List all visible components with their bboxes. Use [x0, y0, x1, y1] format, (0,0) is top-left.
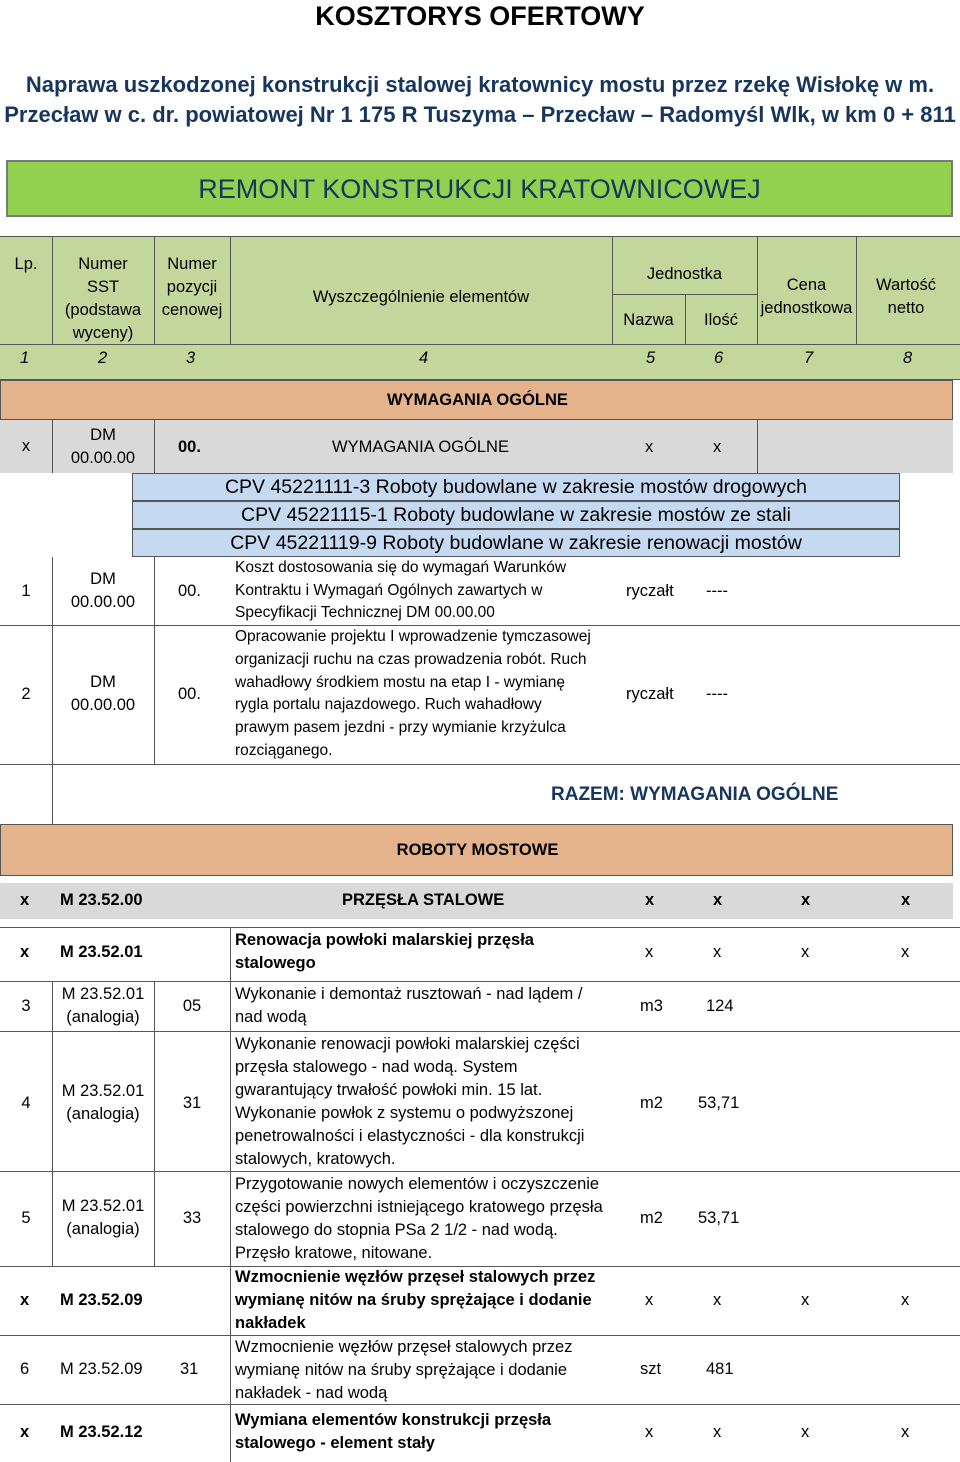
item-unit: ryczałt [626, 582, 674, 600]
group-qty: x [713, 438, 722, 456]
group-lp: x [21, 437, 31, 455]
item-sst-line: DM [90, 570, 116, 588]
item-sst-line: 00.00.00 [70, 696, 136, 714]
header-wartosc [856, 274, 956, 320]
row-qty: 124 [706, 997, 734, 1015]
group-position: 00. [178, 438, 201, 456]
item-qty: ---- [706, 685, 728, 703]
section-band: REMONT KONSTRUKCJI KRATOWNICOWEJ [6, 160, 953, 217]
row-qty: x [713, 1291, 722, 1309]
row-code-line: M 23.52.01 [61, 1197, 145, 1215]
row-qty: 53,71 [698, 1094, 740, 1112]
razem-row [0, 764, 960, 824]
row-code [52, 1080, 154, 1126]
column-number: 1 [20, 349, 30, 367]
row-description-line: stalowych, kratowych. [235, 1150, 396, 1168]
row-description-line: wymianę nitów na śruby sprężające i dodanie [235, 1361, 568, 1379]
header-wyszczegolnienie: Wyszczególnienie elementów [312, 288, 530, 306]
row-description [235, 1336, 572, 1405]
row-description-line: nakładek - nad wodą [235, 1384, 388, 1402]
row-description [235, 929, 534, 975]
item-description-line: rozciąganego. [235, 741, 333, 759]
row-code-line: (analogia) [66, 1220, 140, 1238]
row-description [235, 983, 582, 1029]
header-wartosc-line: netto [887, 299, 925, 317]
row-description-line: gwarantujący trwałość powłoki min. 15 lat. [235, 1081, 543, 1099]
column-number: 2 [98, 349, 108, 367]
row-qty: x [713, 1423, 722, 1441]
row-description-line: nad wodą [235, 1008, 307, 1026]
row-lp: x [20, 943, 30, 961]
header-sst-line: SST [86, 278, 120, 296]
group-sst-line: 00.00.00 [70, 449, 136, 467]
group-name: PRZĘSŁA STALOWE [342, 891, 505, 909]
row-code-line: (analogia) [66, 1105, 140, 1123]
row-code-line: (analogia) [66, 1008, 140, 1026]
row-description-line: stalowego [235, 954, 316, 972]
row-unit: szt [640, 1360, 662, 1378]
item-lp: 1 [21, 582, 31, 600]
row-code-line: M 23.52.01 [61, 985, 145, 1003]
row-description-line: stalowego do stopnia PSa 2 1/2 - nad wodą. [235, 1221, 558, 1239]
group-lp: x [20, 891, 30, 909]
document-title: KOSZTORYS OFERTOWY [315, 1, 645, 31]
item-description-line: Koszt dostosowania się do wymagań Warunków [235, 559, 567, 576]
group-x: x [901, 891, 911, 909]
row-price: x [801, 943, 810, 961]
row-code: M 23.52.12 [60, 1423, 143, 1441]
column-number: 4 [419, 349, 429, 367]
row-description-line: Renowacja powłoki malarskiej przęsła [235, 931, 534, 949]
group-x: x [645, 891, 655, 909]
row-lp: x [20, 1291, 30, 1309]
header-jednostka: Jednostka [646, 265, 723, 283]
column-number: 3 [186, 349, 196, 367]
project-description-line1: Naprawa uszkodzonej konstrukcji stalowej kratownicy mostu przez rzekę Wisłokę w m. [25, 72, 935, 97]
row-description [235, 1033, 584, 1171]
row-description [235, 1409, 551, 1455]
item-description-line: prawym pasem jezdni - przy wymianie krzyżulca [235, 719, 566, 737]
row-value: x [901, 943, 910, 961]
row-position: 05 [182, 997, 202, 1015]
group-name: WYMAGANIA OGÓLNE [332, 438, 509, 456]
header-pozycji-line: pozycji [166, 278, 218, 296]
row-description-line: Wykonanie powłok z systemu o podwyższonej [235, 1104, 574, 1122]
row-unit: x [645, 1291, 654, 1309]
row-unit: m2 [640, 1094, 663, 1112]
section1-items [0, 557, 960, 764]
row-description-line: wymianę nitów na śruby sprężające i dodanie [235, 1291, 592, 1309]
header-sst-line: (podstawa [64, 301, 142, 319]
section2-rows [0, 927, 960, 1462]
header-pozycji-line: cenowej [161, 301, 223, 319]
item-position: 00. [178, 582, 201, 600]
header-pozycji-line: Numer [167, 255, 217, 273]
section-title: ROBOTY MOSTOWE [396, 841, 559, 859]
row-lp: 4 [21, 1094, 31, 1112]
row-code: M 23.52.09 [60, 1291, 143, 1309]
row-description-line: części powierzchni istniejącego kratowego przęsła [235, 1198, 603, 1216]
group-x: x [801, 891, 811, 909]
column-number: 7 [804, 349, 814, 367]
item-description-line: wahadłowy środkiem mostu na etap I - wymianę [235, 673, 565, 691]
row-lp: 6 [20, 1360, 30, 1378]
row-qty: 481 [706, 1360, 734, 1378]
cpv-line: CPV 45221115-1 Roboty budowlane w zakresie mostów ze stali [132, 501, 900, 529]
item-description [235, 626, 591, 763]
header-lp: Lp. [14, 255, 38, 273]
item-qty: ---- [706, 582, 728, 600]
cpv-line: CPV 45221111-3 Roboty budowlane w zakresie mostów drogowych [132, 473, 900, 501]
group-row [0, 420, 953, 473]
section-header-wymagania [0, 380, 953, 420]
row-code: M 23.52.09 [60, 1360, 143, 1378]
header-wartosc-line: Wartość [876, 276, 936, 294]
row-lp: 3 [21, 997, 31, 1015]
row-description [235, 1173, 603, 1265]
razem-label: RAZEM: WYMAGANIA OGÓLNE [551, 784, 839, 805]
row-position: 31 [182, 1094, 202, 1112]
row-description-line: nakładek [235, 1314, 306, 1332]
group-x: x [713, 891, 723, 909]
item-lp: 2 [21, 685, 31, 703]
item-sst [52, 568, 154, 614]
header-nazwa: Nazwa [623, 311, 674, 329]
item-description-line: organizacji ruchu na czas prowadzenia robót. Ruch [235, 650, 587, 668]
section-title: WYMAGANIA OGÓLNE [387, 391, 568, 409]
project-description [0, 70, 960, 130]
item-sst-line: DM [90, 673, 116, 691]
row-unit: m3 [640, 997, 663, 1015]
column-number: 5 [646, 349, 656, 367]
row-description-line: Wzmocnienie węzłów przęseł stalowych przez [235, 1338, 573, 1356]
row-value: x [901, 1291, 910, 1309]
row-price: x [801, 1291, 810, 1309]
row-description-line: Wykonanie i demontaż rusztowań - nad lądem / [235, 985, 583, 1003]
group-sst [52, 424, 154, 470]
item-unit: ryczałt [626, 685, 674, 703]
row-description-line: Wymiana elementów konstrukcji przęsła [235, 1411, 552, 1429]
row-description-line: Wykonanie renowacji powłoki malarskiej części [235, 1035, 580, 1053]
row-description-line: przęsła stalowego - nad wodą. System [235, 1058, 518, 1076]
header-ilosc: Ilość [704, 311, 738, 329]
header-cena-line: jednostkowa [760, 299, 853, 317]
row-description-line: Przygotowanie nowych elementów i oczyszczenie [235, 1175, 600, 1193]
row-description-line: Przęsło kratowe, nitowane. [235, 1244, 433, 1262]
group-row [0, 883, 953, 919]
row-lp: x [20, 1423, 30, 1441]
column-number: 6 [714, 349, 724, 367]
row-unit: x [645, 943, 654, 961]
row-position: 31 [180, 1360, 199, 1378]
item-sst-line: 00.00.00 [70, 593, 136, 611]
header-cena [757, 274, 856, 320]
row-description-line: stalowego - element stały [235, 1434, 435, 1452]
header-cena-line: Cena [786, 276, 827, 294]
row-code-line: M 23.52.01 [61, 1082, 145, 1100]
item-sst [52, 671, 154, 717]
item-description-line: rygla portalu najazdowego. Ruch wahadłowy [235, 696, 542, 714]
table-header [0, 236, 960, 380]
header-pozycji [154, 253, 230, 322]
cpv-line: CPV 45221119-9 Roboty budowlane w zakresie renowacji mostów [132, 529, 900, 557]
row-qty: x [713, 943, 722, 961]
group-unit: x [645, 438, 654, 456]
row-lp: 5 [21, 1209, 31, 1227]
column-number: 8 [903, 349, 913, 367]
item-description [235, 557, 566, 625]
row-position: 33 [182, 1209, 202, 1227]
item-description-line: Specyfikacji Technicznej DM 00.00.00 [235, 604, 495, 621]
item-position: 00. [178, 685, 201, 703]
header-sst-line: wyceny) [72, 324, 134, 342]
row-code: M 23.52.01 [60, 943, 143, 961]
group-sst-line: DM [90, 426, 116, 444]
row-description [235, 1266, 595, 1335]
row-qty: 53,71 [698, 1209, 740, 1227]
row-description-line: Wzmocnienie węzłów przęseł stalowych przez [235, 1268, 596, 1286]
item-description-line: Opracowanie projektu I wprowadzenie tymczasowej [235, 628, 591, 645]
project-description-line2: Przecław w c. dr. powiatowej Nr 1 175 R Tuszyma – Przecław – Radomyśl Wlk, w km 0 + 811 [4, 102, 956, 127]
row-code [52, 983, 154, 1029]
header-sst-line: Numer [78, 255, 128, 273]
row-value: x [901, 1423, 910, 1441]
group-code: M 23.52.00 [60, 891, 143, 909]
item-description-line: Kontraktu i Wymagań Ogólnych zawartych w [235, 581, 543, 599]
row-price: x [801, 1423, 810, 1441]
header-sst [52, 253, 154, 345]
row-code [52, 1195, 154, 1241]
row-unit: x [645, 1423, 654, 1441]
row-unit: m2 [640, 1209, 663, 1227]
section-header-roboty [0, 824, 953, 876]
row-description-line: penetrowalności i elastyczności - dla konstrukcji [235, 1127, 585, 1145]
